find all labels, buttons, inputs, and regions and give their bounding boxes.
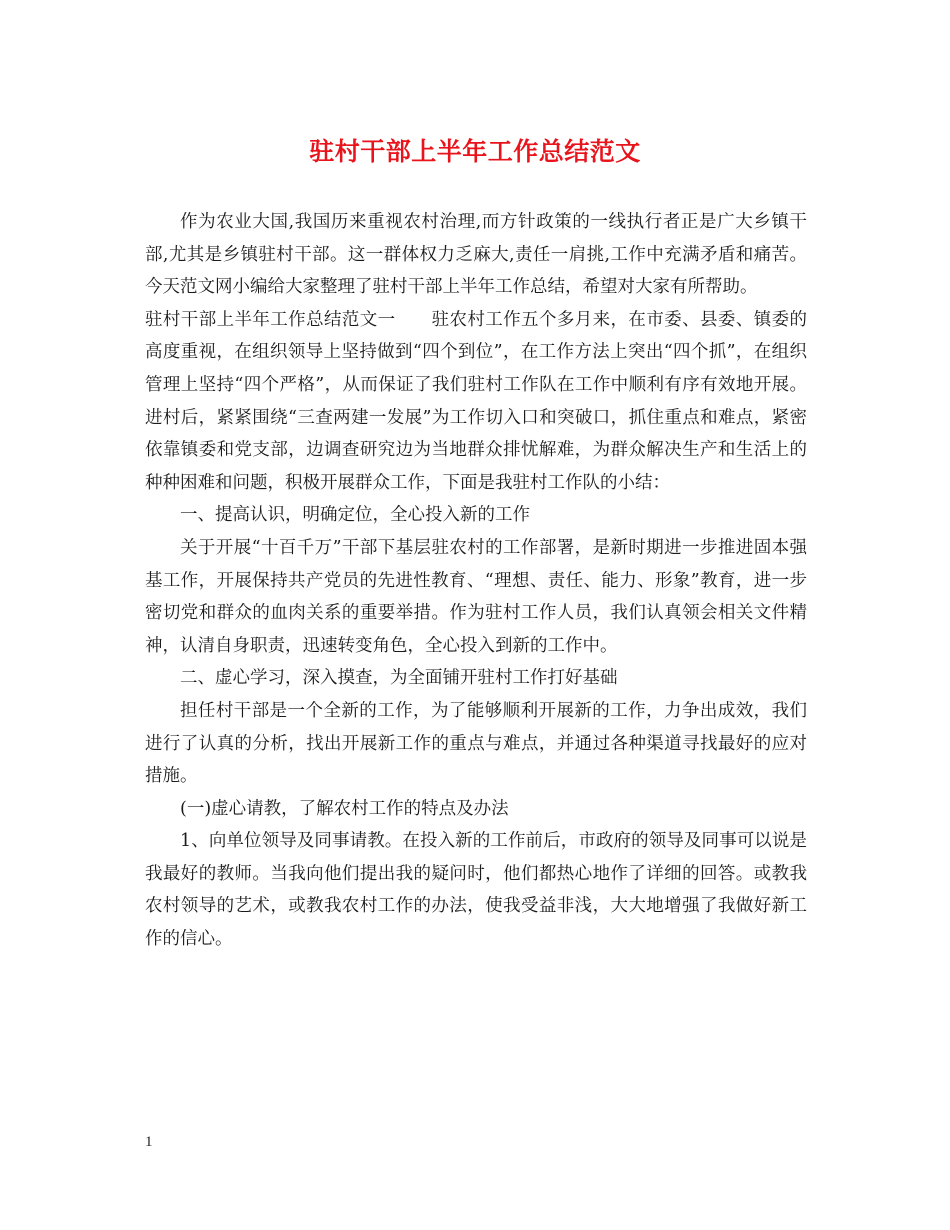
paragraph-3: 1、向单位领导及同事请教。在投入新的工作前后，市政府的领导及同事可以说是我最好的教师。当我向他们提出我的疑问时，他们都热心地作了详细的回答。或教我农村领导的艺术，或教我农村工作的办法，使我受益非浅，大大地增强了我做好新工作的信心。 [145, 831, 807, 950]
page-title: 驻村干部上半年工作总结范文 [309, 137, 641, 166]
section1-body: 驻农村工作五个多月来，在市委、县委、镇委的高度重视，在组织领导上坚持做到“四个到位”，在工作方法上突出“四个抓”，在组织管理上坚持“四个严格”，从而保证了我们驻村工作队在工作中顺利有序有效地开展。进村后，紧紧围绕“三查两建一发展”为工作切入口和突破口，抓住重点和难点，紧密依靠镇委和党支部，边调查研究边为当地群众排忧解难，为群众解决生产和生活上的种种困难和问题，积极开展群众工作，下面是我驻村工作队的小结： [145, 309, 808, 493]
heading-3: (一)虚心请教，了解农村工作的特点及办法 [180, 798, 509, 819]
paragraph-2: 担任村干部是一个全新的工作，为了能够顺利开展新的工作，力争出成效，我们进行了认真的分析，找出开展新工作的重点与难点，并通过各种渠道寻找最好的应对措施。 [145, 700, 807, 787]
section1-paragraph [145, 304, 807, 500]
page-number: 1 [145, 1134, 153, 1150]
document-body [145, 206, 807, 956]
section1-title: 驻村干部上半年工作总结范文一 [145, 309, 396, 330]
heading-1: 一、提高认识，明确定位，全心投入新的工作 [180, 505, 530, 526]
heading-2: 二、虚心学习，深入摸查，为全面铺开驻村工作打好基础 [180, 668, 618, 689]
intro-paragraph: 作为农业大国,我国历来重视农村治理,而方针政策的一线执行者正是广大乡镇干部,尤其是乡镇驻村干部。这一群体权力乏麻大,责任一肩挑,工作中充满矛盾和痛苦。今天范文网小编给大家整理了驻村干部上半年工作总结，希望对大家有所帮助。 [145, 212, 807, 298]
paragraph-1: 关于开展“十百千万”干部下基层驻农村的工作部署，是新时期进一步推进固本强基工作，开展保持共产党员的先进性教育、“理想、责任、能力、形象”教育，进一步密切党和群众的血肉关系的重要举措。作为驻村工作人员，我们认真领会相关文件精神，认清自身职责，迅速转变角色，全心投入到新的工作中。 [145, 537, 807, 656]
